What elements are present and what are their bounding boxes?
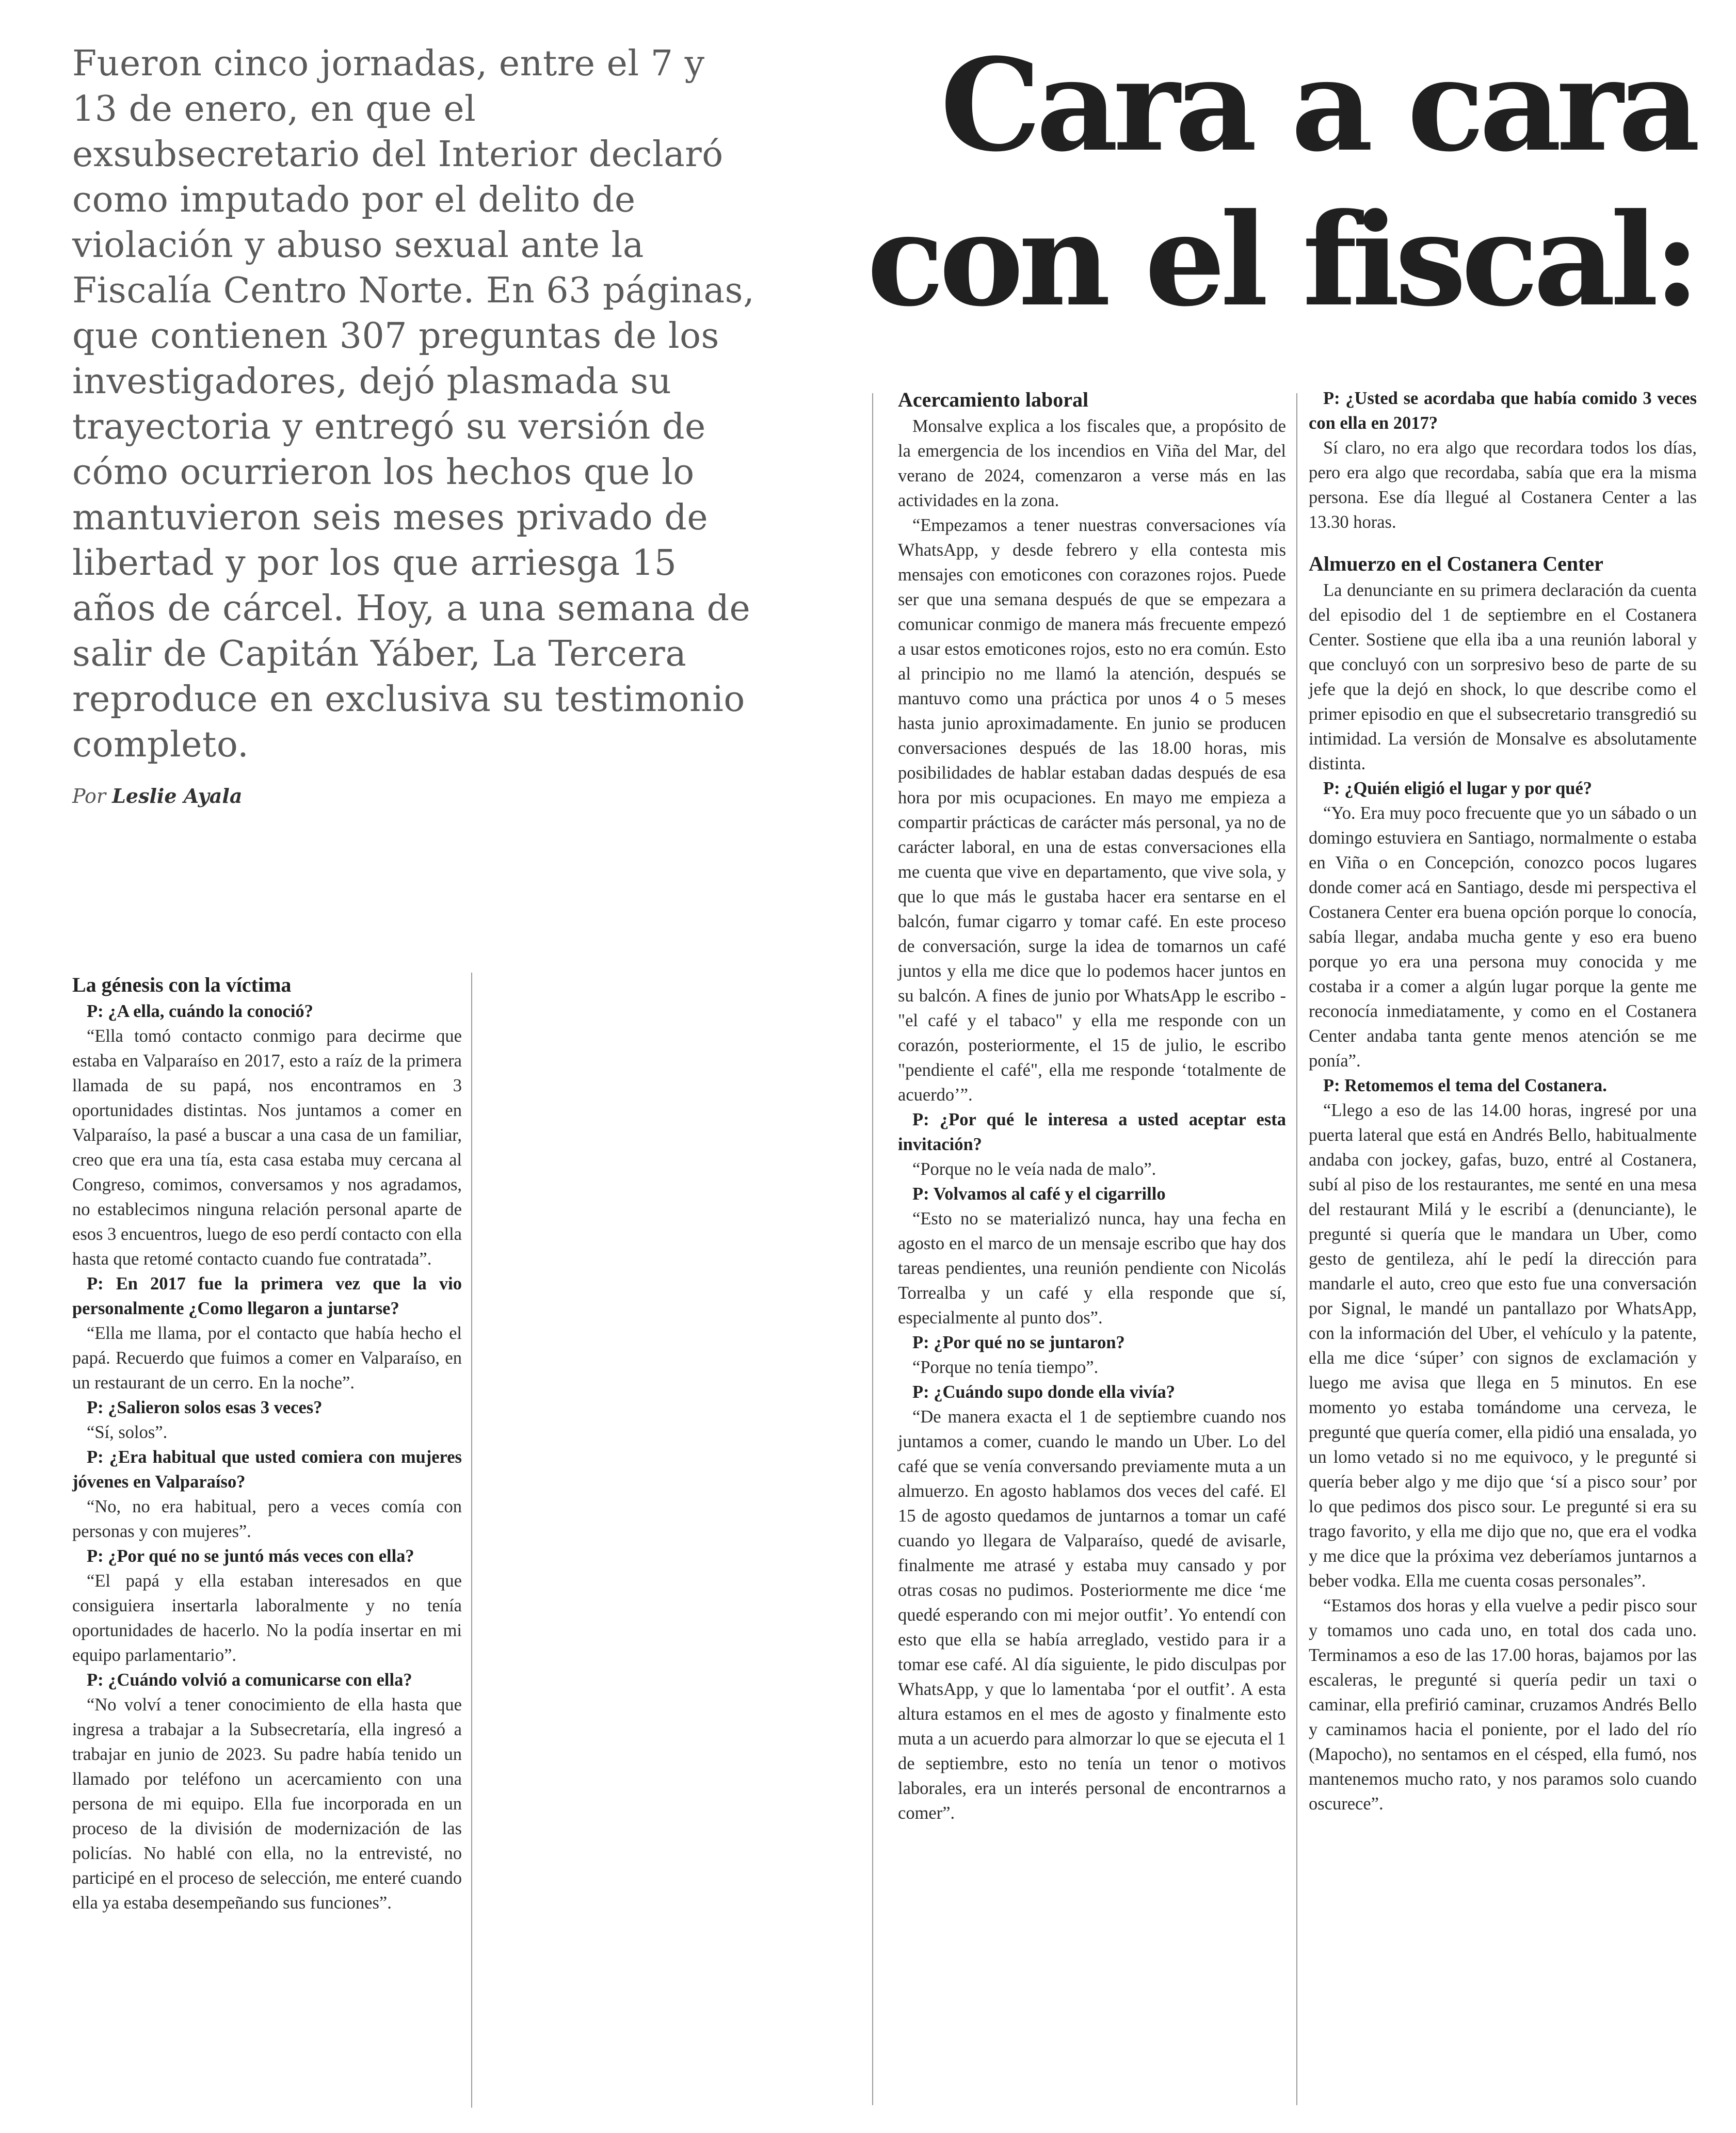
headline-line-1: Cara a cara — [940, 31, 1695, 180]
interview-question: P: ¿Salieron solos esas 3 veces? — [87, 1398, 323, 1417]
answer-paragraph: “El papá y ella estaban interesados en que consiguiera insertarla laboralmente y no tenía oportunidades de hacerlo. No la podía insertar en mi equipo parlamentario”. — [72, 1571, 462, 1665]
answer-paragraph: “No, no era habitual, pero a veces comía con personas y con mujeres”. — [72, 1497, 462, 1541]
interview-question: P: Retomemos el tema del Costanera. — [1323, 1076, 1607, 1095]
answer-paragraph: “Ella tomó contacto conmigo para decirme que estaba en Valparaíso en 2017, esto a raíz de la primera llamada de su papá, nos encontramos en 3 oportunidades distintas. Nos juntamos a comer en Valparaíso, la pasé a buscar a una casa de un familiar, creo que era una tía, esta casa estaba muy cercana al Congreso, comimos, conversamos y nos agradamos, no establecimos ninguna relación personal aparte de esos 3 encuentros, luego de eso perdí contacto con ella hasta que retomé contacto cuando fue contratada”. — [72, 1026, 462, 1269]
interview-question: P: ¿Era habitual que usted comiera con mujeres jóvenes en Valparaíso? — [72, 1447, 462, 1492]
answer-paragraph: “Llego a eso de las 14.00 horas, ingresé por una puerta lateral que está en Andrés Bello, habitualmente andaba con jockey, gafas, buzo, entré al Costanera, subí al piso de los restaurantes, me senté en una mesa del restaurant Milá y le escribí a (denunciante), le pregunté si quería que le mandara un Uber, como gesto de gentileza, ahí le pedí la dirección para mandarle el auto, creo que esto fue una conversación por Signal, le mandé un pantallazo por WhatsApp, con la información del Uber, el vehículo y la patente, ella me dice ‘súper’ con signos de exclamación y luego me avisa que llega en 5 minutos. En ese momento yo estaba tomándome una cerveza, le pregunté que quería comer, ella pidió una ensalada, yo un lomo vetado si no me equivoco, y le pregunté si quería beber algo y me dijo que ‘sí a pisco sour’ por lo que pedimos dos pisco sour. Le pregunté si era su trago favorito, y ella me dijo que no, que era el vodka y me dice que la próxima vez deberíamos juntarnos a beber vodka. Ella me cuenta cosas personales”. — [1309, 1101, 1697, 1591]
interview-question: P: ¿Por qué le interesa a usted aceptar esta invitación? — [898, 1110, 1286, 1154]
column-divider — [471, 973, 472, 2108]
column-divider — [872, 393, 873, 2105]
article-column-3 — [1309, 386, 1697, 1816]
interview-question: P: ¿Cuándo supo donde ella vivía? — [912, 1382, 1175, 1402]
section-heading: La génesis con la víctima — [72, 973, 292, 996]
answer-paragraph: “Empezamos a tener nuestras conversaciones vía WhatsApp, y desde febrero y ella contesta mis mensajes con emoticones con corazones rojos. Puede ser que una semana después de que se empezara a comunicar conmigo de manera más frecuente empezó a usar estos emoticones rojos, esto no era común. Esto al principio no me llamó la atención, después se mantuvo como una práctica por unos 4 o 5 meses hasta junio aproximadamente. En junio se producen conversaciones después de las 18.00 horas, mis posibilidades de hablar estaban dadas después de esa hora por mis ocupaciones. En mayo me empieza a compartir prácticas de carácter más personal, ya no de carácter laboral, en una de estas conversaciones ella me cuenta que vive en departamento, que vive sola, y que lo que más le gustaba hacer era sentarse en el balcón, fumar cigarro y tomar café. En este proceso de conversación, surge la idea de tomarnos un café juntos y ella me dice que lo podemos hacer juntos en su balcón. A fines de junio por WhatsApp le escribo -"el café y el tabaco" y ella me responde con un corazón, posteriormente, el 15 de julio, le escribo "pendiente el café", ella me responde ‘totalmente de acuerdo’”. — [898, 515, 1286, 1105]
headline — [859, 28, 1695, 338]
section-heading: Acercamiento laboral — [898, 388, 1089, 411]
interview-question: P: ¿A ella, cuándo la conoció? — [87, 1001, 313, 1021]
answer-paragraph: “De manera exacta el 1 de septiembre cuando nos juntamos a comer, cuando le mando un Uber. Lo del café que se venía conversando previamente muta a un almuerzo. En agosto hablamos dos veces del café. El 15 de agosto quedamos de juntarnos a tomar un café cuando yo llegara de Valparaíso, quedé de avisarle, finalmente me atrasé y estaba muy cansado y por otras cosas no pudimos. Posteriormente me dice ‘me quedé esperando con mi mejor outfit’. Yo entendí con esto que ella se había arreglado, vestido para ir a tomar ese café. Al día siguiente, le pido disculpas por WhatsApp, y que lo lamentaba ‘por el outfit’. A esta altura estamos en el mes de agosto y finalmente esto muta a un acuerdo para almorzar lo que se ejecuta el 1 de septiembre, esto no tenía un tenor o motivos laborales, era un interés personal de encontrarnos a comer”. — [898, 1407, 1286, 1823]
article-column-1 — [72, 971, 462, 1915]
byline-author: Leslie Ayala — [112, 784, 243, 807]
interview-question: P: ¿Quién eligió el lugar y por qué? — [1323, 779, 1593, 798]
article-lead: Fueron cinco jornadas, entre el 7 y 13 de enero, en que el exsubsecretario del Interior declaró como imputado por el delito de violación y abuso sexual ante la Fiscalía Centro Norte. En 63 páginas, que contienen 307 preguntas de los investigadores, dejó plasmada su trayectoria y entregó su versión de cómo ocurrieron los hechos que lo mantuvieron seis meses privado de libertad y por los que arriesga 15 años de cárcel. Hoy, a una semana de salir de Capitán Yáber, La Tercera reproduce en exclusiva su testimonio completo. — [72, 43, 755, 765]
answer-paragraph: “Sí, solos”. — [87, 1423, 168, 1442]
answer-paragraph: “Yo. Era muy poco frecuente que yo un sábado o un domingo estuviera en Santiago, normalmente o estaba en Viña o en Concepción, conozco pocos lugares donde comer acá en Santiago, desde mi perspectiva el Costanera Center era buena opción porque lo conocía, sabía llegar, andaba mucha gente y eso era bueno porque yo era una persona muy conocida y me costaba ir a comer a algún lugar porque la gente me reconocía inmediatamente, y como en el Costanera Center andaba tanta gente menos atención se me ponía”. — [1309, 803, 1697, 1071]
interview-question: P: En 2017 fue la primera vez que la vio personalmente ¿Como llegaron a juntarse? — [72, 1274, 462, 1318]
answer-paragraph: “Estamos dos horas y ella vuelve a pedir pisco sour y tomamos uno cada uno, en total dos cada uno. Terminamos a eso de las 17.00 horas, bajamos por las escaleras, le pregunté si quería pedir un taxi o caminar, ella prefirió caminar, cruzamos Andrés Bello y caminamos hacia el poniente, por el lado del río (Mapocho), no sentamos en el césped, ella fumó, nos mantenemos mucho rato, y nos paramos solo cuando oscurece”. — [1309, 1596, 1697, 1814]
answer-paragraph: Monsalve explica a los fiscales que, a propósito de la emergencia de los incendios en Viña del Mar, del verano de 2024, comenzaron a verse más en las actividades en la zona. — [898, 416, 1286, 510]
column-divider — [1296, 393, 1297, 2105]
answer-paragraph: “Porque no tenía tiempo”. — [912, 1358, 1099, 1377]
answer-paragraph: “No volví a tener conocimiento de ella hasta que ingresa a trabajar a la Subsecretaría, ella ingresó a trabajar en junio de 2023. Su padre había tenido un llamado por teléfono un acercamiento con una persona de mi equipo. Ella fue incorporada en un proceso de la división de modernización de las policías. No hablé con ella, no la entrevisté, no participé en el proceso de selección, me enteré cuando ella ya estaba desempeñando sus funciones”. — [72, 1695, 462, 1913]
interview-question: P: ¿Por qué no se juntó más veces con ella? — [87, 1546, 414, 1566]
byline — [72, 784, 485, 807]
headline-line-2: con el fiscal: — [866, 186, 1695, 335]
section-heading: Almuerzo en el Costanera Center — [1309, 552, 1603, 575]
article-column-2 — [898, 386, 1286, 1825]
answer-paragraph: Sí claro, no era algo que recordara todos los días, pero era algo que recordaba, sabía que era la misma persona. Ese día llegué al Costanera Center a las 13.30 horas. — [1309, 438, 1697, 532]
answer-paragraph: “Esto no se materializó nunca, hay una fecha en agosto en el marco de un mensaje escribo que hay dos tareas pendientes, una reunión pendiente con Nicolás Torrealba y un café y ella responde que sí, especialmente al punto dos”. — [898, 1209, 1286, 1328]
interview-question: P: ¿Por qué no se juntaron? — [912, 1333, 1125, 1352]
answer-paragraph: “Ella me llama, por el contacto que había hecho el papá. Recuerdo que fuimos a comer en Valparaíso, en un restaurant de un cerro. En la noche”. — [72, 1323, 462, 1393]
interview-question: P: ¿Usted se acordaba que había comido 3 veces con ella en 2017? — [1309, 389, 1697, 433]
answer-paragraph: “Porque no le veía nada de malo”. — [912, 1159, 1156, 1179]
interview-question: P: Volvamos al café y el cigarrillo — [912, 1184, 1166, 1204]
interview-question: P: ¿Cuándo volvió a comunicarse con ella? — [87, 1670, 412, 1690]
byline-prefix: Por — [72, 785, 106, 807]
answer-paragraph: La denunciante en su primera declaración da cuenta del episodio del 1 de septiembre en el Costanera Center. Sostiene que ella iba a una reunión laboral y que concluyó con un sorpresivo beso de parte de su jefe que la dejó en shock, lo que describe como el primer episodio en que el subsecretario transgredió su intimidad. La versión de Monsalve es absolutamente distinta. — [1309, 580, 1697, 773]
